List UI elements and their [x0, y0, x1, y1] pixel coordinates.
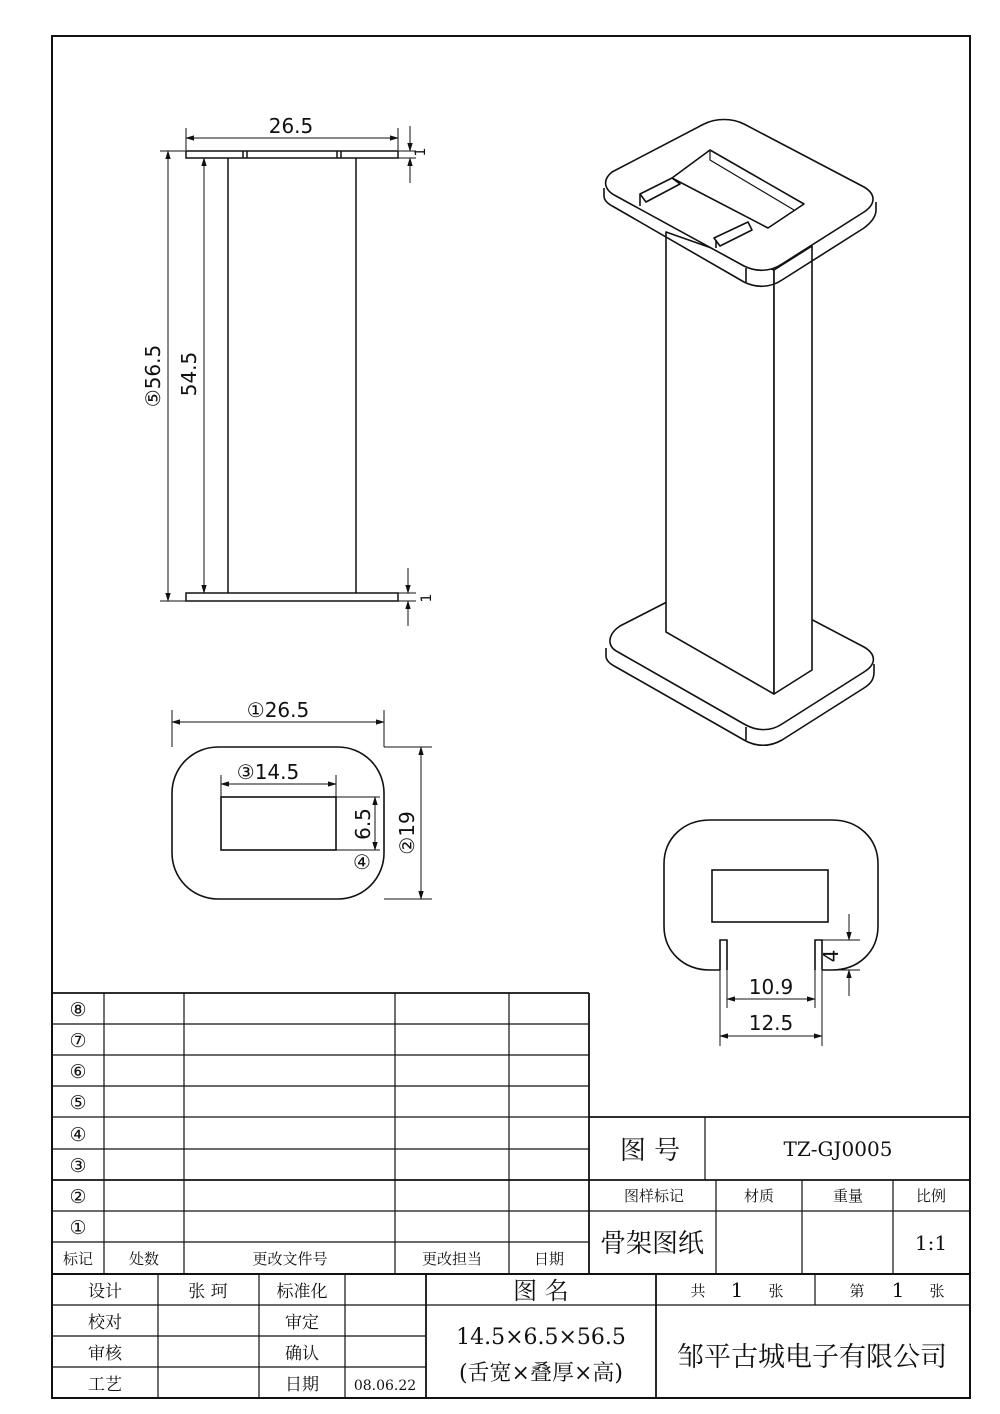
date-value: 08.06.22: [353, 1378, 417, 1394]
rev-marker: ③: [69, 1155, 87, 1177]
designer-name: 张 珂: [188, 1282, 228, 1302]
top-flange: [186, 151, 398, 158]
review-label: 审核: [88, 1344, 122, 1364]
dim-window-width: ③14.5: [236, 760, 300, 784]
weight-label: 重量: [832, 1187, 864, 1205]
dim-flange-bottom: 1: [419, 593, 435, 603]
isometric-view: [604, 120, 876, 746]
scale-label: 比例: [915, 1187, 947, 1205]
dim-flange-top: 1: [413, 147, 429, 157]
rev-header: 更改文件号: [252, 1250, 328, 1268]
top-view: [172, 710, 432, 899]
dim-outer-height: ②19: [395, 811, 419, 855]
drawing-title: 骨架图纸: [599, 1229, 705, 1259]
flange-window: [712, 870, 828, 922]
rev-marker: ④: [69, 1124, 87, 1146]
dim-slot-depth: 4: [819, 949, 843, 963]
drawing-no: TZ-GJ0005: [783, 1137, 893, 1161]
rev-marker: ⑤: [69, 1092, 87, 1114]
drawing-no-label: 图 号: [619, 1136, 681, 1166]
sheet-label: 第: [849, 1282, 865, 1300]
dim-inner-height: 54.5: [177, 351, 201, 397]
column-side: [774, 246, 812, 694]
rev-marker: ⑧: [69, 999, 87, 1021]
rev-header: 日期: [533, 1250, 565, 1268]
dim-outer-span: 12.5: [748, 1011, 794, 1035]
design-label: 设计: [88, 1282, 122, 1302]
bottom-flange: [186, 593, 398, 601]
revision-table: [52, 993, 970, 1274]
check-label: 校对: [88, 1313, 122, 1333]
material-label: 材质: [743, 1187, 775, 1205]
part-desc: (舌宽×叠厚×高): [458, 1361, 624, 1386]
dim-outer-width: ①26.5: [246, 698, 310, 722]
dim-window-height-mark: ④: [353, 850, 371, 874]
part-size: 14.5×6.5×56.5: [456, 1325, 626, 1350]
column-front: [666, 232, 774, 694]
dim-total-height: ⑤56.5: [141, 344, 165, 408]
sheet-value: 1: [891, 1278, 905, 1302]
rev-marker: ①: [69, 1217, 87, 1239]
rev-marker: ⑦: [69, 1030, 87, 1052]
sheet-unit-1: 张: [768, 1282, 784, 1300]
dim-top-width: 26.5: [268, 114, 314, 138]
rev-marker: ⑥: [69, 1061, 87, 1083]
total-value: 1: [730, 1278, 744, 1302]
rev-header: 标记: [62, 1250, 94, 1268]
approve-label: 审定: [285, 1313, 319, 1333]
dim-inner-span: 10.9: [748, 975, 794, 999]
revision-markers: [69, 999, 86, 1239]
sheet-unit-2: 张: [929, 1282, 945, 1300]
confirm-label: 确认: [285, 1344, 319, 1364]
flange-outline: [664, 820, 878, 970]
process-label: 工艺: [88, 1375, 122, 1395]
rev-header: 处数: [128, 1250, 160, 1268]
standardize-label: 标准化: [276, 1282, 328, 1302]
company-name: 邹平古城电子有限公司: [677, 1342, 947, 1373]
rev-marker: ②: [69, 1186, 87, 1208]
flange-slot-left: [720, 940, 727, 970]
total-label: 共: [690, 1282, 706, 1300]
pattern-mark-label: 图样标记: [623, 1187, 685, 1205]
scale-value: 1:1: [914, 1231, 948, 1255]
name-label: 图 名: [513, 1277, 569, 1305]
top-view-window: [221, 797, 336, 850]
dim-window-height: 6.5: [351, 808, 375, 840]
rev-header: 更改担当: [421, 1250, 483, 1268]
date-label: 日期: [285, 1375, 319, 1395]
revision-headers: [63, 1250, 564, 1268]
